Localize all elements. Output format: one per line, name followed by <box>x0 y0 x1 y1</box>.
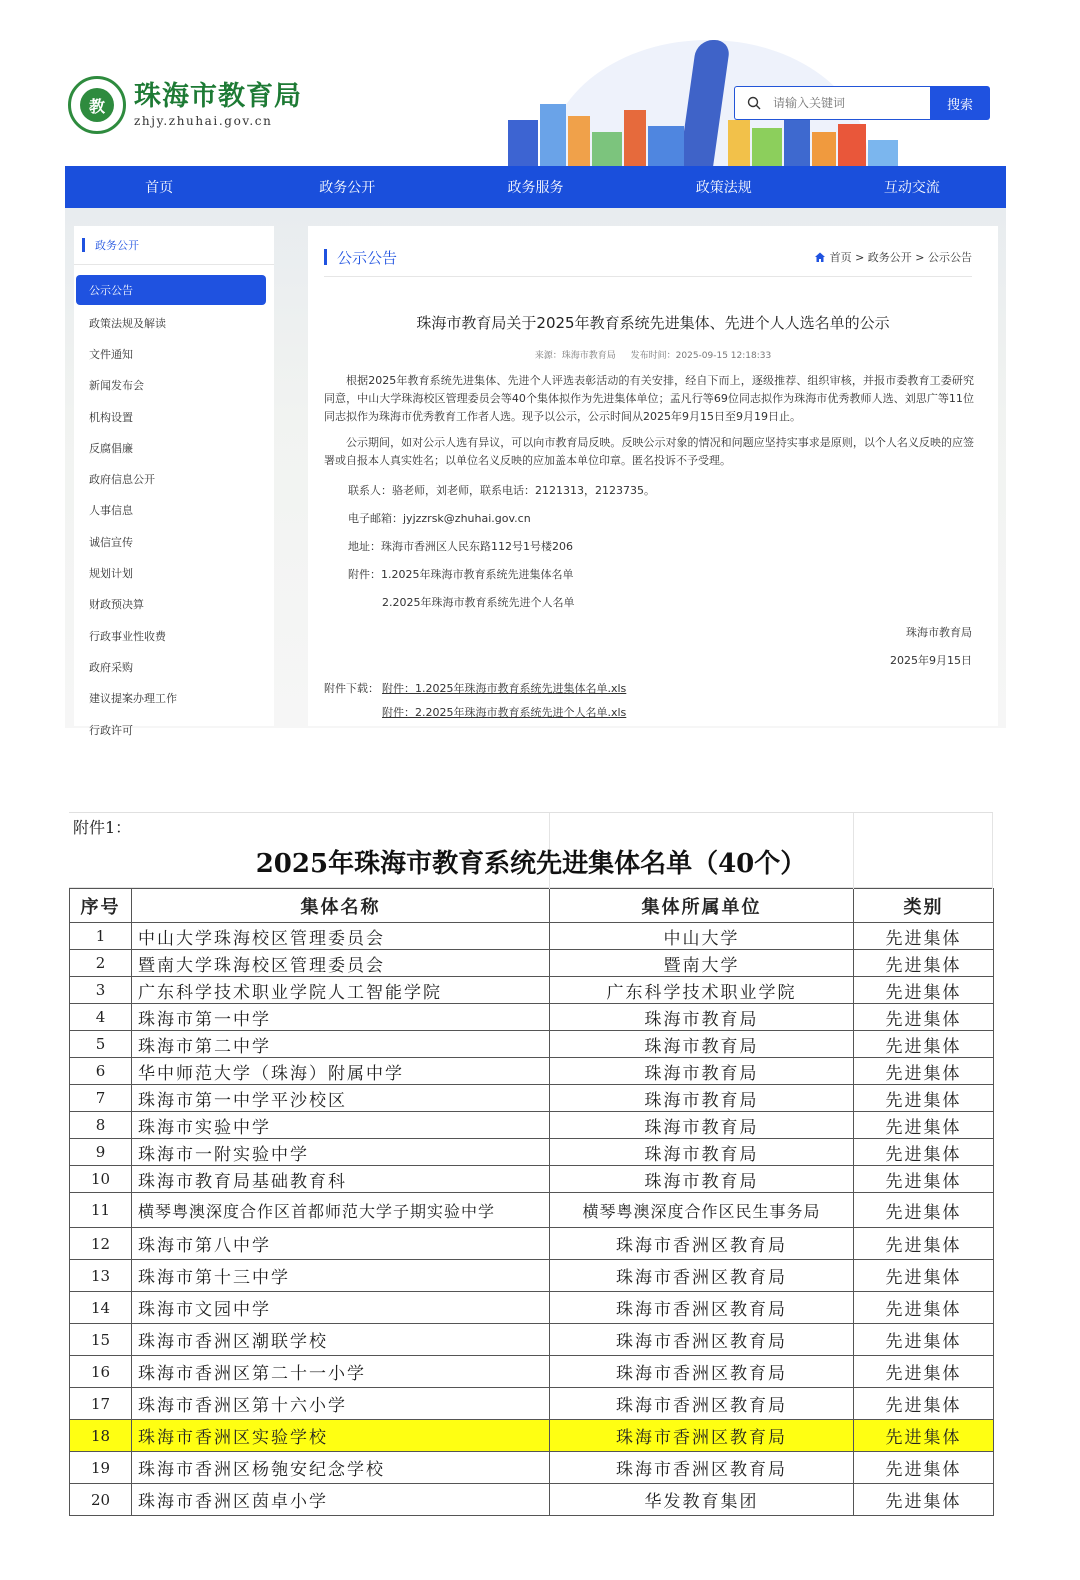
row-name: 珠海市第二中学 <box>132 1031 550 1058</box>
table-row <box>70 923 994 950</box>
attachment-line-1: 附件：1.2025年珠海市教育系统先进集体名单 <box>348 568 574 581</box>
row-type: 先进集体 <box>854 1388 994 1420</box>
row-name: 广东科学技术职业学院人工智能学院 <box>132 977 550 1004</box>
email-line: 电子邮箱：jyjzzrsk@zhuhai.gov.cn <box>348 512 531 525</box>
sidebar-item-fees[interactable]: 行政事业性收费 <box>89 629 166 643</box>
nav-interaction[interactable]: 互动交流 <box>883 180 940 196</box>
search-input[interactable] <box>771 95 915 111</box>
row-unit: 珠海市香洲区教育局 <box>550 1324 854 1356</box>
row-type: 先进集体 <box>854 1193 994 1228</box>
table-row <box>70 977 994 1004</box>
table-row <box>70 1112 994 1139</box>
sidebar-item-procurement[interactable]: 政府采购 <box>89 660 133 674</box>
row-name: 珠海市文园中学 <box>132 1292 550 1324</box>
row-no: 12 <box>70 1228 132 1260</box>
nav-government-services[interactable]: 政务服务 <box>507 180 564 196</box>
header-no: 序号 <box>70 889 132 923</box>
search-box[interactable] <box>734 86 930 120</box>
row-type: 先进集体 <box>854 1228 994 1260</box>
sidebar-item-licensing[interactable]: 行政许可 <box>89 723 133 737</box>
search-button[interactable]: 搜索 <box>930 86 990 120</box>
row-type: 先进集体 <box>854 1139 994 1166</box>
row-unit: 珠海市香洲区教育局 <box>550 1420 854 1452</box>
header-name: 集体名称 <box>132 889 550 923</box>
row-type: 先进集体 <box>854 1112 994 1139</box>
row-no: 19 <box>70 1452 132 1484</box>
row-name: 华中师范大学（珠海）附属中学 <box>132 1058 550 1085</box>
row-no: 7 <box>70 1085 132 1112</box>
contact-line: 联系人：骆老师，刘老师，联系电话：2121313，2123735。 <box>348 484 655 497</box>
table-row <box>70 1085 994 1112</box>
download-link-collective[interactable]: 附件：1.2025年珠海市教育系统先进集体名单.xls <box>382 682 627 695</box>
row-name: 珠海市实验中学 <box>132 1112 550 1139</box>
row-type: 先进集体 <box>854 1260 994 1292</box>
sidebar <box>74 226 274 737</box>
row-unit: 珠海市香洲区教育局 <box>550 1292 854 1324</box>
sidebar-title: 政务公开 <box>74 226 274 265</box>
row-name: 珠海市第一中学 <box>132 1004 550 1031</box>
row-name: 珠海市教育局基础教育科 <box>132 1166 550 1193</box>
row-name: 珠海市第一中学平沙校区 <box>132 1085 550 1112</box>
row-unit: 珠海市香洲区教育局 <box>550 1228 854 1260</box>
sidebar-item-budget[interactable]: 财政预决算 <box>89 598 144 612</box>
row-type: 先进集体 <box>854 1004 994 1031</box>
row-no: 4 <box>70 1004 132 1031</box>
sidebar-item-anti-corruption[interactable]: 反腐倡廉 <box>89 441 133 455</box>
row-type: 先进集体 <box>854 923 994 950</box>
row-unit: 珠海市香洲区教育局 <box>550 1388 854 1420</box>
article-source: 来源：珠海市教育局 <box>534 351 616 361</box>
row-type: 先进集体 <box>854 977 994 1004</box>
row-unit: 珠海市教育局 <box>550 1112 854 1139</box>
attachment-spreadsheet <box>69 812 993 1516</box>
row-unit: 珠海市香洲区教育局 <box>550 1356 854 1388</box>
download-link-individual[interactable]: 附件：2.2025年珠海市教育系统先进个人名单.xls <box>382 706 627 719</box>
row-no: 13 <box>70 1260 132 1292</box>
row-type: 先进集体 <box>854 1356 994 1388</box>
row-unit: 中山大学 <box>550 923 854 950</box>
row-no: 5 <box>70 1031 132 1058</box>
row-unit: 珠海市教育局 <box>550 1004 854 1031</box>
table-row <box>70 1139 994 1166</box>
sidebar-item-policies[interactable]: 政策法规及解读 <box>89 316 166 330</box>
sidebar-item-notices[interactable]: 文件通知 <box>89 347 133 361</box>
row-no: 15 <box>70 1324 132 1356</box>
row-type: 先进集体 <box>854 1085 994 1112</box>
row-no: 8 <box>70 1112 132 1139</box>
row-type: 先进集体 <box>854 1292 994 1324</box>
row-no: 14 <box>70 1292 132 1324</box>
table-row <box>70 1166 994 1193</box>
row-unit: 珠海市教育局 <box>550 1085 854 1112</box>
education-seal-logo: 教 <box>68 76 126 134</box>
table-row <box>70 1388 994 1420</box>
row-unit: 珠海市香洲区教育局 <box>550 1452 854 1484</box>
row-name: 珠海市香洲区杨匏安纪念学校 <box>132 1452 550 1484</box>
row-type: 先进集体 <box>854 1324 994 1356</box>
row-unit: 珠海市香洲区教育局 <box>550 1260 854 1292</box>
row-name: 珠海市第十三中学 <box>132 1260 550 1292</box>
row-type: 先进集体 <box>854 1484 994 1516</box>
table-row <box>70 1452 994 1484</box>
row-no: 1 <box>70 923 132 950</box>
table-row <box>70 950 994 977</box>
row-unit: 横琴粤澳深度合作区民生事务局 <box>550 1193 854 1228</box>
sidebar-item-info-disclosure[interactable]: 政府信息公开 <box>89 473 155 487</box>
row-no: 11 <box>70 1193 132 1228</box>
row-unit: 广东科学技术职业学院 <box>550 977 854 1004</box>
header-unit: 集体所属单位 <box>550 889 854 923</box>
signed-date: 2025年9月15日 <box>890 654 972 667</box>
row-name: 珠海市香洲区第二十一小学 <box>132 1356 550 1388</box>
article-meta <box>308 348 998 361</box>
home-icon <box>814 251 826 263</box>
row-unit: 暨南大学 <box>550 950 854 977</box>
sidebar-item-press-conference[interactable]: 新闻发布会 <box>89 379 144 393</box>
table-row <box>70 1004 994 1031</box>
nav-home[interactable]: 首页 <box>145 180 174 196</box>
table-row <box>70 1058 994 1085</box>
table-row-highlighted <box>70 1420 994 1452</box>
article-title: 珠海市教育局关于2025年教育系统先进集体、先进个人人选名单的公示 <box>416 314 890 332</box>
row-no: 20 <box>70 1484 132 1516</box>
row-no: 6 <box>70 1058 132 1085</box>
row-unit: 珠海市教育局 <box>550 1058 854 1085</box>
row-no: 10 <box>70 1166 132 1193</box>
address-line: 地址：珠海市香洲区人民东路112号1号楼206 <box>348 540 573 553</box>
row-type: 先进集体 <box>854 950 994 977</box>
nav-policies-regulations[interactable]: 政策法规 <box>695 180 752 196</box>
article-paragraph: 根据2025年教育系统先进集体、先进个人评选表彰活动的有关安排，经自下而上，逐级推荐、组织审核，并报市委教育工委研究同意，中山大学珠海校区管理委员会等40个集体拟作为先进集体单位；孟凡行等69位同志拟作为珠海市优秀教师人选、刘思广等11位同志拟作为珠海市优秀教育工作者人选。现予以公示，公示时间从2025年9月15日至9月19日止。 <box>324 374 974 423</box>
row-name: 珠海市一附实验中学 <box>132 1139 550 1166</box>
site-name: 珠海市教育局 <box>134 81 302 112</box>
site-url: zhjy.zhuhai.gov.cn <box>134 114 273 128</box>
download-label: 附件下载： <box>324 682 379 695</box>
sidebar-item-planning[interactable]: 规划计划 <box>89 567 133 581</box>
table-row <box>70 1193 994 1228</box>
article-body <box>324 372 974 478</box>
row-name: 横琴粤澳深度合作区首都师范大学子期实验中学 <box>132 1193 550 1228</box>
row-name: 珠海市香洲区茵卓小学 <box>132 1484 550 1516</box>
table-row <box>70 1484 994 1516</box>
row-unit: 珠海市教育局 <box>550 1031 854 1058</box>
breadcrumb[interactable]: 首页 > 政务公开 > 公示公告 <box>814 249 972 265</box>
site-logo[interactable] <box>68 76 302 134</box>
row-no: 18 <box>70 1420 132 1452</box>
table-row <box>70 1324 994 1356</box>
row-name: 珠海市第八中学 <box>132 1228 550 1260</box>
sidebar-item-announcements[interactable]: 公示公告 <box>76 275 266 305</box>
row-name: 珠海市香洲区实验学校 <box>132 1420 550 1452</box>
row-no: 3 <box>70 977 132 1004</box>
section-title: 公示公告 <box>337 248 398 267</box>
sidebar-item-personnel[interactable]: 人事信息 <box>89 504 133 518</box>
row-name: 珠海市香洲区第十六小学 <box>132 1388 550 1420</box>
main-nav <box>65 166 1006 208</box>
row-type: 先进集体 <box>854 1058 994 1085</box>
header-type: 类别 <box>854 889 994 923</box>
row-unit: 珠海市教育局 <box>550 1139 854 1166</box>
row-type: 先进集体 <box>854 1166 994 1193</box>
row-no: 17 <box>70 1388 132 1420</box>
sidebar-item-integrity[interactable]: 诚信宣传 <box>89 535 133 549</box>
collective-list-table <box>69 888 994 1516</box>
sidebar-item-organization[interactable]: 机构设置 <box>89 410 133 424</box>
row-type: 先进集体 <box>854 1420 994 1452</box>
article-published: 发布时间：2025-09-15 12:18:33 <box>630 351 772 361</box>
site-header <box>0 0 1080 166</box>
table-row <box>70 1292 994 1324</box>
article-panel <box>308 226 998 726</box>
row-unit: 珠海市教育局 <box>550 1166 854 1193</box>
row-type: 先进集体 <box>854 1031 994 1058</box>
table-row <box>70 1356 994 1388</box>
sheet-title: 2025年珠海市教育系统先进集体名单（40个） <box>69 835 993 888</box>
table-row <box>70 1228 994 1260</box>
signer: 珠海市教育局 <box>906 626 972 639</box>
search-icon <box>747 96 761 110</box>
section-header <box>324 238 972 277</box>
attachment-line-2: 2.2025年珠海市教育系统先进个人名单 <box>382 596 575 609</box>
row-no: 16 <box>70 1356 132 1388</box>
table-row <box>70 1260 994 1292</box>
table-header-row <box>70 889 994 923</box>
row-no: 9 <box>70 1139 132 1166</box>
attachment-label: 附件1： <box>73 818 132 837</box>
row-type: 先进集体 <box>854 1452 994 1484</box>
search-bar <box>734 86 990 120</box>
table-row <box>70 1031 994 1058</box>
nav-government-affairs-public[interactable]: 政务公开 <box>319 180 376 196</box>
row-unit: 华发教育集团 <box>550 1484 854 1516</box>
article-paragraph: 公示期间，如对公示人选有异议，可以向市教育局反映。反映公示对象的情况和问题应坚持实事求是原则，以个人名义反映的应签署或自报本人真实姓名；以单位名义反映的应加盖本单位印章。匿名投诉不予受理。 <box>324 436 974 467</box>
sidebar-item-proposals[interactable]: 建议提案办理工作 <box>89 692 177 706</box>
row-no: 2 <box>70 950 132 977</box>
row-name: 暨南大学珠海校区管理委员会 <box>132 950 550 977</box>
row-name: 中山大学珠海校区管理委员会 <box>132 923 550 950</box>
row-name: 珠海市香洲区潮联学校 <box>132 1324 550 1356</box>
